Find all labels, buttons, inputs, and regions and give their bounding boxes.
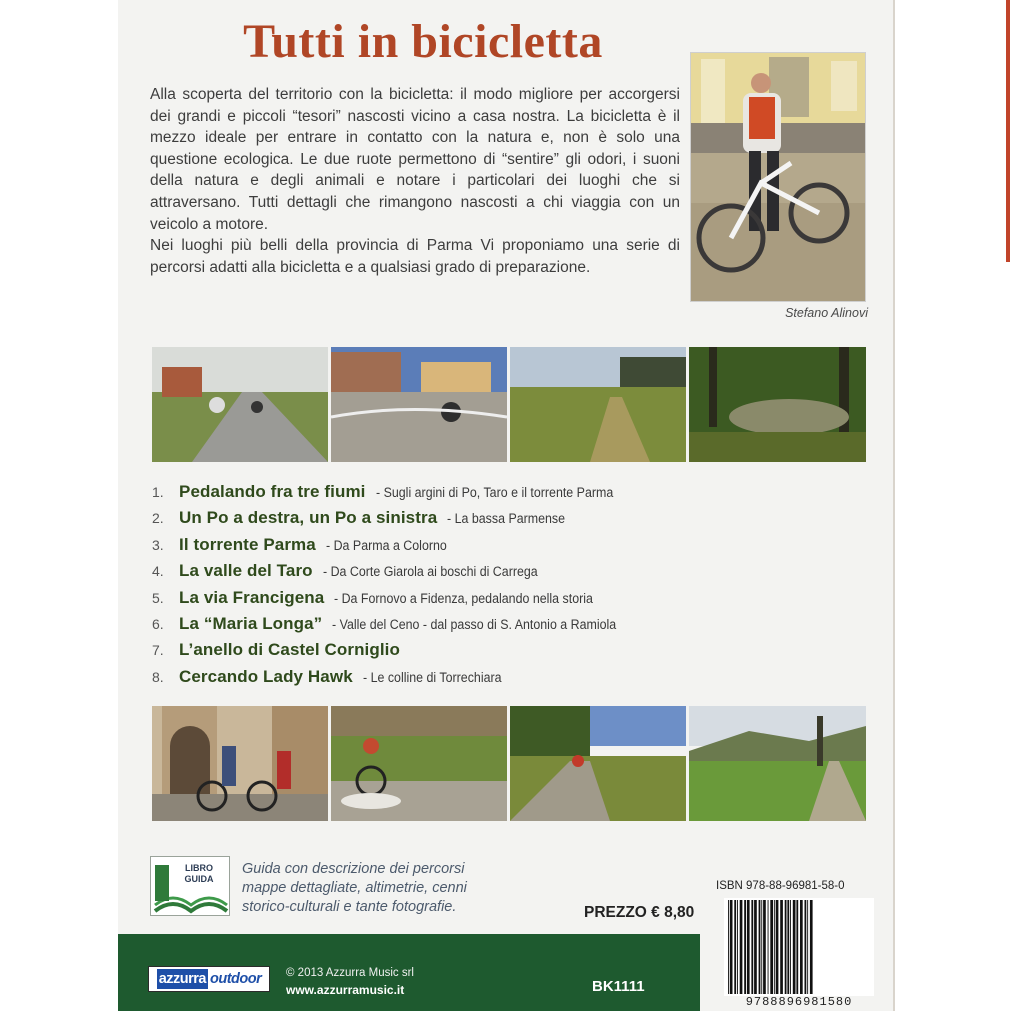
barcode-bar (790, 900, 791, 994)
route-number: 1. (152, 484, 164, 500)
route-number: 3. (152, 536, 164, 553)
author-photo (690, 52, 866, 302)
photo-caption: Stefano Alinovi (785, 306, 868, 320)
route-number: 8. (152, 668, 164, 685)
barcode-bar (747, 900, 750, 994)
publisher-footer (118, 934, 700, 1011)
barcode-bar (780, 900, 783, 994)
product-code: BK1111 (592, 978, 645, 995)
hills-photo (689, 706, 866, 821)
barcode-bar (730, 900, 733, 994)
route-name: L’anello di Castel Corniglio (179, 640, 400, 660)
libro-guida-label: LIBRO GUIDA (184, 863, 214, 884)
barcode-bar (759, 900, 761, 994)
book-back-cover (118, 0, 893, 1011)
forest-photo (689, 347, 866, 462)
barcode-bar (737, 900, 738, 994)
intro-paragraph-1: Alla scoperta del territorio con la bicicletta: il modo migliore per accorgersi dei grandi e piccoli “tesori” nascosti vicino a casa nostra. La bicicletta è il mezzo ideale per entrare in contatto con la natura e, non è solo una questione ecologica. Le due ruote permettono di “sentire” gli odori, i suoni della natura e degli animali e notare i particolari dei luoghi che si attraversano. Tutti dettagli che rimangono nascosti a chi viaggia con un veicolo a motore. (150, 86, 680, 233)
route-name: La “Maria Longa” (179, 613, 323, 633)
barcode-bar (744, 900, 746, 994)
barcode-bar (776, 900, 779, 994)
stream-photo (331, 706, 507, 821)
route-name: La via Francigena (179, 587, 325, 607)
route-description: - Le colline di Torrechiara (362, 669, 502, 685)
routes-list (152, 482, 752, 693)
route-description: - Da Parma a Colorno (325, 537, 447, 553)
barcode-bar (768, 900, 769, 994)
field-photo (510, 347, 686, 462)
church-photo (152, 706, 328, 821)
page-title: Tutti in bicicletta (243, 15, 603, 68)
route-number: 2. (152, 510, 164, 527)
barcode-bar (805, 900, 807, 994)
libro-guida-badge (150, 856, 230, 916)
route-description: - Sugli argini di Po, Taro e il torrente Parma (375, 485, 613, 500)
barcode-bar (774, 900, 775, 994)
barcode-bar (800, 900, 803, 994)
barcode-bar (754, 900, 757, 994)
copyright-text: © 2013 Azzurra Music srl (286, 967, 414, 979)
barcode-bar (793, 900, 796, 994)
price-label: PREZZO € 8,80 (584, 904, 695, 921)
route-name: Pedalando fra tre fiumi (179, 482, 366, 501)
list-item (152, 535, 752, 561)
barcode-bar (751, 900, 753, 994)
list-item (152, 588, 752, 614)
barcode-bar (807, 900, 808, 994)
publisher-logo: azzurra outdoor (148, 966, 270, 992)
route-number: 6. (152, 615, 164, 632)
gravel-road-photo (510, 706, 686, 821)
list-item (152, 482, 752, 508)
barcode-bar (787, 900, 789, 994)
route-name: La valle del Taro (179, 561, 313, 581)
route-description: - La bassa Parmense (447, 511, 566, 527)
route-name: Cercando Lady Hawk (179, 666, 353, 686)
village-photo (331, 347, 507, 462)
list-item (152, 614, 752, 640)
route-description: - Valle del Ceno - dal passo di S. Antonio a Ramiola (332, 616, 617, 632)
list-item (152, 667, 752, 693)
barcode-bar (796, 900, 798, 994)
barcode-bar (740, 900, 743, 994)
barcode-bar (763, 900, 766, 994)
route-description: - Da Fornovo a Fidenza, pedalando nella storia (334, 590, 594, 606)
barcode-bar (734, 900, 736, 994)
guide-description: Guida con descrizione dei percorsi mappe dettagliate, altimetrie, cenni storico-culturali e tante fotografie. (242, 861, 467, 915)
list-item (152, 561, 752, 587)
barcode-bar (770, 900, 773, 994)
list-item (152, 640, 752, 666)
list-item (152, 508, 752, 534)
website-link[interactable]: www.azzurramusic.it (286, 983, 405, 997)
barcode-bar (785, 900, 787, 994)
barcode-bar (810, 900, 813, 994)
route-number: 4. (152, 563, 164, 580)
barcode-bar (761, 900, 762, 994)
barcode-bar (728, 900, 729, 994)
route-name: Un Po a destra, un Po a sinistra (179, 508, 438, 528)
route-name: Il torrente Parma (179, 534, 316, 554)
barcode-digits: 9788896981580 (745, 995, 853, 1009)
red-edge-strip (1006, 0, 1010, 262)
barcode (724, 898, 874, 996)
route-number: 7. (152, 642, 164, 659)
isbn-text: ISBN 978-88-96981-58-0 (716, 880, 845, 892)
landscape-photo (152, 347, 328, 462)
intro-text (150, 84, 680, 278)
intro-paragraph-2: Nei luoghi più belli della provincia di Parma Vi proponiamo una serie di percorsi adatti alla bicicletta e a qualsiasi grado di preparazione. (150, 237, 680, 276)
route-number: 5. (152, 589, 164, 606)
route-description: - Da Corte Giarola ai boschi di Carrega (322, 564, 538, 580)
